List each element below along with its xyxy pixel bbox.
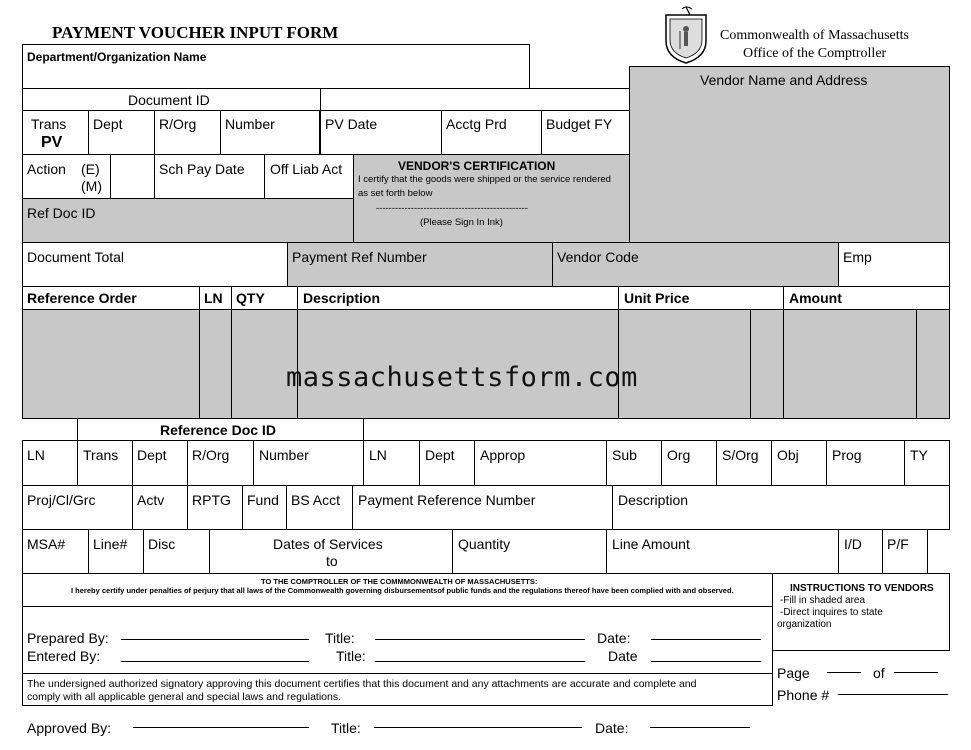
acct-ty-field[interactable]: TY	[904, 440, 950, 486]
dept-field[interactable]	[88, 110, 155, 155]
acct-id-field[interactable]: I/D	[838, 529, 883, 574]
vendor-certification-box[interactable]	[353, 154, 630, 243]
reference-order-cell[interactable]	[22, 309, 200, 419]
acct-msa-field[interactable]: MSA#	[22, 529, 89, 574]
entered-date-line[interactable]	[651, 661, 761, 662]
phone-line[interactable]	[838, 694, 948, 695]
comptroller-text: I hereby certify under penalties of perjury that all laws of the Commonwealth governing disbursementsof public funds and the regulations thereof have been complied with and observed.	[71, 586, 734, 595]
agency-name: Commonwealth of Massachusetts	[720, 28, 909, 43]
prepared-title-line[interactable]	[375, 639, 585, 640]
comptroller-certification-box	[22, 573, 773, 607]
ln-cell[interactable]	[199, 309, 232, 419]
instructions-line-2: -Direct inquires to state	[780, 607, 883, 618]
massachusetts-seal-icon	[660, 5, 712, 65]
approved-title-label: Title:	[331, 720, 361, 736]
acct-dept-field[interactable]: Dept	[132, 440, 188, 486]
certification-text-1: I certify that the goods were shipped or the service rendered	[358, 174, 611, 185]
authorization-text-2: comply with all applicable general and special laws and regulations.	[27, 691, 342, 703]
prepared-by-label: Prepared By:	[27, 630, 109, 646]
acct-quantity-field[interactable]: Quantity	[452, 529, 607, 574]
acct-actv-field[interactable]: Actv	[132, 485, 188, 530]
acct-bs-acct-field[interactable]: BS Acct	[286, 485, 353, 530]
instructions-line-3: organization	[777, 619, 832, 630]
amount-cell[interactable]	[783, 309, 917, 419]
comptroller-title: TO THE COMPTROLLER OF THE COMMMONWEALTH OF MASSACHUSETTS:	[261, 577, 538, 586]
entered-by-line[interactable]	[121, 661, 309, 662]
off-liab-act-field[interactable]	[264, 154, 354, 199]
approved-date-label: Date:	[595, 720, 629, 736]
emp-field[interactable]	[838, 242, 950, 287]
vendor-name-address-label: Vendor Name and Address	[700, 72, 868, 88]
acct-sorg-field[interactable]: S/Org	[716, 440, 772, 486]
acct-ln-field[interactable]: LN	[22, 440, 78, 486]
signature-line: ------------------------------------------------	[376, 203, 528, 214]
vendor-code-label: Vendor Code	[557, 249, 639, 265]
vendor-code-field[interactable]	[552, 242, 839, 287]
sign-in-ink-note: (Please Sign In Ink)	[420, 217, 503, 228]
payment-ref-number-label: Payment Ref Number	[292, 249, 427, 265]
watermark-text: massachusettsform.com	[286, 362, 638, 393]
approved-title-line[interactable]	[374, 727, 582, 728]
acct-rorg-field[interactable]: R/Org	[187, 440, 254, 486]
instructions-line-1: -Fill in shaded area	[780, 595, 866, 606]
trans-value: PV	[41, 134, 63, 151]
number-field[interactable]	[220, 110, 320, 155]
off-liab-act-label: Off Liab Act	[270, 161, 343, 177]
sch-pay-date-field[interactable]	[154, 154, 265, 199]
trans-label: Trans	[31, 116, 67, 132]
entered-date-label: Date	[608, 648, 638, 664]
acct-fund-field[interactable]: Fund	[242, 485, 287, 530]
ref-doc-id-field[interactable]	[22, 198, 354, 243]
unit-price-cell[interactable]	[618, 309, 751, 419]
entered-title-line[interactable]	[375, 661, 585, 662]
authorization-text-1: The undersigned authorized signatory approving this document certifies that this document and any attachments are accurate and complete and	[27, 678, 697, 690]
acct-number-field[interactable]: Number	[253, 440, 364, 486]
prepared-date-line[interactable]	[651, 639, 761, 640]
document-id-label: Document ID	[128, 92, 210, 108]
acct-pf-field[interactable]: P/F	[882, 529, 928, 574]
reference-order-header: Reference Order	[22, 286, 200, 310]
pv-date-label: PV Date	[325, 116, 378, 132]
document-id-blank	[320, 88, 630, 111]
acct-approp-field[interactable]: Approp	[474, 440, 607, 486]
acct-dept2-field[interactable]: Dept	[419, 440, 475, 486]
document-total-label: Document Total	[27, 249, 125, 265]
acct-obj-field[interactable]: Obj	[771, 440, 827, 486]
agency-office: Office of the Comptroller	[743, 46, 887, 61]
pv-date-field[interactable]	[320, 110, 442, 155]
dept-org-name-label: Department/Organization Name	[27, 50, 207, 64]
prepared-entered-block	[22, 606, 773, 674]
number-label: Number	[225, 116, 275, 132]
instructions-to-vendors-box	[772, 573, 950, 651]
acct-trans-field[interactable]: Trans	[77, 440, 133, 486]
page-of-label: of	[873, 665, 885, 681]
dept-org-name-field[interactable]	[22, 44, 530, 89]
certification-text-2: as set forth below	[358, 188, 433, 199]
trans-field[interactable]	[22, 110, 89, 155]
budget-fy-field[interactable]	[541, 110, 630, 155]
page-label: Page	[777, 665, 810, 681]
document-total-field[interactable]	[22, 242, 288, 287]
qty-header: QTY	[231, 286, 298, 310]
sch-pay-date-label: Sch Pay Date	[159, 161, 245, 177]
rorg-field[interactable]	[154, 110, 221, 155]
entered-title-label: Title:	[336, 648, 366, 664]
dates-to-label: to	[326, 553, 338, 569]
dept-label: Dept	[93, 116, 123, 132]
acct-line-amount-field[interactable]: Line Amount	[606, 529, 839, 574]
prepared-by-line[interactable]	[121, 639, 309, 640]
action-value-field[interactable]	[110, 154, 155, 199]
acct-payment-ref-field[interactable]: Payment Reference Number	[352, 485, 613, 530]
acct-description-field[interactable]: Description	[612, 485, 950, 530]
acctg-prd-label: Acctg Prd	[446, 116, 507, 132]
certification-title: VENDOR'S CERTIFICATION	[398, 159, 556, 173]
action-e-option[interactable]: (E)	[81, 161, 100, 177]
authorization-statement-box	[22, 673, 773, 706]
approved-by-label: Approved By:	[27, 720, 112, 736]
acct-disc-field[interactable]: Disc	[143, 529, 210, 574]
reference-doc-id-header: Reference Doc ID	[77, 418, 364, 441]
action-label: Action	[27, 161, 66, 177]
payment-ref-number-field[interactable]	[287, 242, 553, 287]
unit-price-cents-cell[interactable]	[750, 309, 784, 419]
action-m-option[interactable]: (M)	[81, 178, 102, 194]
action-field[interactable]	[22, 154, 111, 199]
ref-doc-id-label: Ref Doc ID	[27, 205, 96, 221]
budget-fy-label: Budget FY	[546, 116, 613, 132]
vendor-name-address-field[interactable]	[629, 66, 950, 243]
description-header: Description	[297, 286, 619, 310]
instructions-title: INSTRUCTIONS TO VENDORS	[790, 583, 934, 594]
prepared-date-label: Date:	[597, 630, 631, 646]
emp-label: Emp	[843, 249, 872, 265]
page-total-line[interactable]	[894, 672, 938, 673]
acct-sub-field[interactable]: Sub	[606, 440, 662, 486]
acctg-prd-field[interactable]	[441, 110, 542, 155]
form-title: PAYMENT VOUCHER INPUT FORM	[52, 23, 339, 42]
prepared-title-label: Title:	[325, 630, 355, 646]
document-id-field[interactable]	[22, 88, 321, 111]
entered-by-label: Entered By:	[27, 648, 101, 664]
phone-label: Phone #	[777, 687, 830, 703]
rorg-label: R/Org	[159, 116, 197, 132]
acct-org-field[interactable]: Org	[661, 440, 717, 486]
acct-proj-field[interactable]: Proj/Cl/Grc	[22, 485, 133, 530]
approved-date-line[interactable]	[650, 727, 750, 728]
amount-header: Amount	[783, 286, 950, 310]
amount-cents-cell[interactable]	[916, 309, 950, 419]
acct-rptg-field[interactable]: RPTG	[187, 485, 243, 530]
acct-dates-of-services-field[interactable]: Dates of Services to	[209, 529, 453, 574]
acct-prog-field[interactable]: Prog	[826, 440, 905, 486]
approved-by-line[interactable]	[133, 727, 309, 728]
ln-header: LN	[199, 286, 232, 310]
acct-line-field[interactable]: Line#	[88, 529, 144, 574]
acct-ln2-field[interactable]: LN	[363, 440, 420, 486]
page-number-line[interactable]	[827, 672, 861, 673]
unit-price-header: Unit Price	[618, 286, 784, 310]
